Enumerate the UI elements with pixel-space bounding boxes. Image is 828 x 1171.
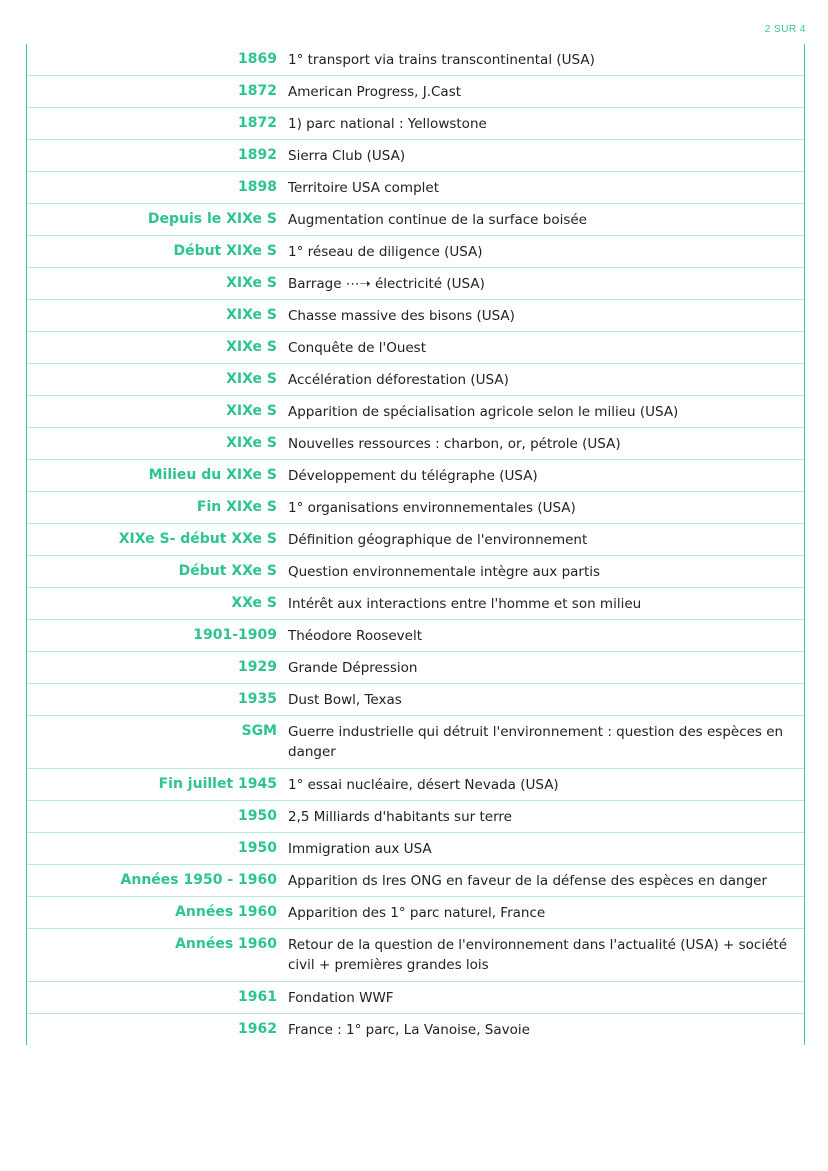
- row-event: Nouvelles ressources : charbon, or, pétrole (USA): [288, 436, 621, 452]
- row-event: Augmentation continue de la surface boisée: [288, 212, 587, 228]
- row-event: Intérêt aux interactions entre l'homme et son milieu: [288, 596, 642, 612]
- row-date: 1869: [238, 51, 277, 67]
- row-date: 1962: [238, 1021, 277, 1037]
- row-event: Chasse massive des bisons (USA): [288, 308, 515, 324]
- row-date: Fin juillet 1945: [158, 776, 277, 792]
- row-date: 1929: [238, 659, 277, 675]
- row-event: Accélération déforestation (USA): [288, 372, 509, 388]
- row-event: 1° réseau de diligence (USA): [288, 244, 483, 260]
- row-date: Fin XIXe S: [196, 499, 277, 515]
- timeline-row: [27, 332, 804, 364]
- row-date: 1892: [238, 147, 277, 163]
- row-event: Conquête de l'Ouest: [288, 340, 427, 356]
- timeline-row: [27, 620, 804, 652]
- row-date: XIXe S: [226, 403, 277, 419]
- row-date: Début XIXe S: [173, 243, 277, 259]
- row-date: Années 1960: [175, 936, 277, 952]
- timeline-row: [27, 716, 804, 769]
- row-event: Sierra Club (USA): [288, 148, 406, 164]
- row-event: Barrage ⋯➝ électricité (USA): [288, 276, 485, 292]
- timeline-row: [27, 801, 804, 833]
- row-event: Retour de la question de l'environnement dans l'actualité (USA) + société civil + premières grandes lois: [288, 937, 788, 973]
- row-event: Guerre industrielle qui détruit l'environnement : question des espèces en danger: [288, 724, 784, 760]
- timeline-table: [26, 44, 805, 1045]
- row-date: XIXe S: [226, 339, 277, 355]
- row-date: 1961: [238, 989, 277, 1005]
- timeline-row: [27, 108, 804, 140]
- timeline-row: [27, 684, 804, 716]
- row-date: XXe S: [231, 595, 277, 611]
- timeline-row: [27, 76, 804, 108]
- timeline-row: [27, 396, 804, 428]
- row-date: Début XXe S: [178, 563, 277, 579]
- timeline-row: [27, 897, 804, 929]
- row-date: 1872: [238, 83, 277, 99]
- row-date: XIXe S: [226, 435, 277, 451]
- timeline-row: [27, 1014, 804, 1045]
- row-event: Question environnementale intègre aux partis: [288, 564, 601, 580]
- row-event: American Progress, J.Cast: [288, 84, 462, 100]
- row-event: 1) parc national : Yellowstone: [288, 116, 487, 132]
- row-date: Milieu du XIXe S: [148, 467, 277, 483]
- timeline-row: [27, 460, 804, 492]
- row-date: 1901-1909: [193, 627, 277, 643]
- timeline-row: [27, 524, 804, 556]
- timeline-row: [27, 588, 804, 620]
- row-date: XIXe S: [226, 275, 277, 291]
- row-date: 1950: [238, 808, 277, 824]
- row-date: XIXe S: [226, 307, 277, 323]
- row-date: Depuis le XIXe S: [147, 211, 277, 227]
- timeline-row: [27, 204, 804, 236]
- row-event: France : 1° parc, La Vanoise, Savoie: [288, 1022, 530, 1038]
- timeline-row: [27, 428, 804, 460]
- row-event: 1° transport via trains transcontinental (USA): [288, 52, 595, 68]
- row-date: 1935: [238, 691, 277, 707]
- page-number: 2 SUR 4: [764, 24, 806, 35]
- timeline-row: [27, 140, 804, 172]
- timeline-row: [27, 929, 804, 982]
- row-event: 1° essai nucléaire, désert Nevada (USA): [288, 777, 559, 793]
- row-date: XIXe S: [226, 371, 277, 387]
- row-event: Développement du télégraphe (USA): [288, 468, 538, 484]
- row-event: Fondation WWF: [288, 990, 394, 1006]
- timeline-row: [27, 492, 804, 524]
- row-event: Dust Bowl, Texas: [288, 692, 402, 708]
- timeline-row: [27, 44, 804, 76]
- timeline-row: [27, 982, 804, 1014]
- timeline-row: [27, 268, 804, 300]
- row-event: Apparition ds lres ONG en faveur de la défense des espèces en danger: [288, 873, 768, 889]
- timeline-row: [27, 364, 804, 396]
- row-event: Immigration aux USA: [288, 841, 432, 857]
- timeline-row: [27, 172, 804, 204]
- row-event: Apparition de spécialisation agricole selon le milieu (USA): [288, 404, 679, 420]
- timeline-row: [27, 300, 804, 332]
- timeline-row: [27, 769, 804, 801]
- row-event: Territoire USA complet: [288, 180, 440, 196]
- row-date: 1872: [238, 115, 277, 131]
- timeline-row: [27, 652, 804, 684]
- row-event: 2,5 Milliards d'habitants sur terre: [288, 809, 512, 825]
- row-date: Années 1950 - 1960: [120, 872, 277, 888]
- timeline-row: [27, 865, 804, 897]
- row-event: 1° organisations environnementales (USA): [288, 500, 576, 516]
- row-event: Définition géographique de l'environnement: [288, 532, 588, 548]
- row-date: 1898: [238, 179, 277, 195]
- row-date: SGM: [241, 723, 277, 739]
- row-event: Grande Dépression: [288, 660, 418, 676]
- timeline-row: [27, 833, 804, 865]
- timeline-row: [27, 556, 804, 588]
- row-date: 1950: [238, 840, 277, 856]
- row-event: Théodore Roosevelt: [288, 628, 423, 644]
- row-date: XIXe S- début XXe S: [118, 531, 277, 547]
- timeline-row: [27, 236, 804, 268]
- row-event: Apparition des 1° parc naturel, France: [288, 905, 546, 921]
- row-date: Années 1960: [175, 904, 277, 920]
